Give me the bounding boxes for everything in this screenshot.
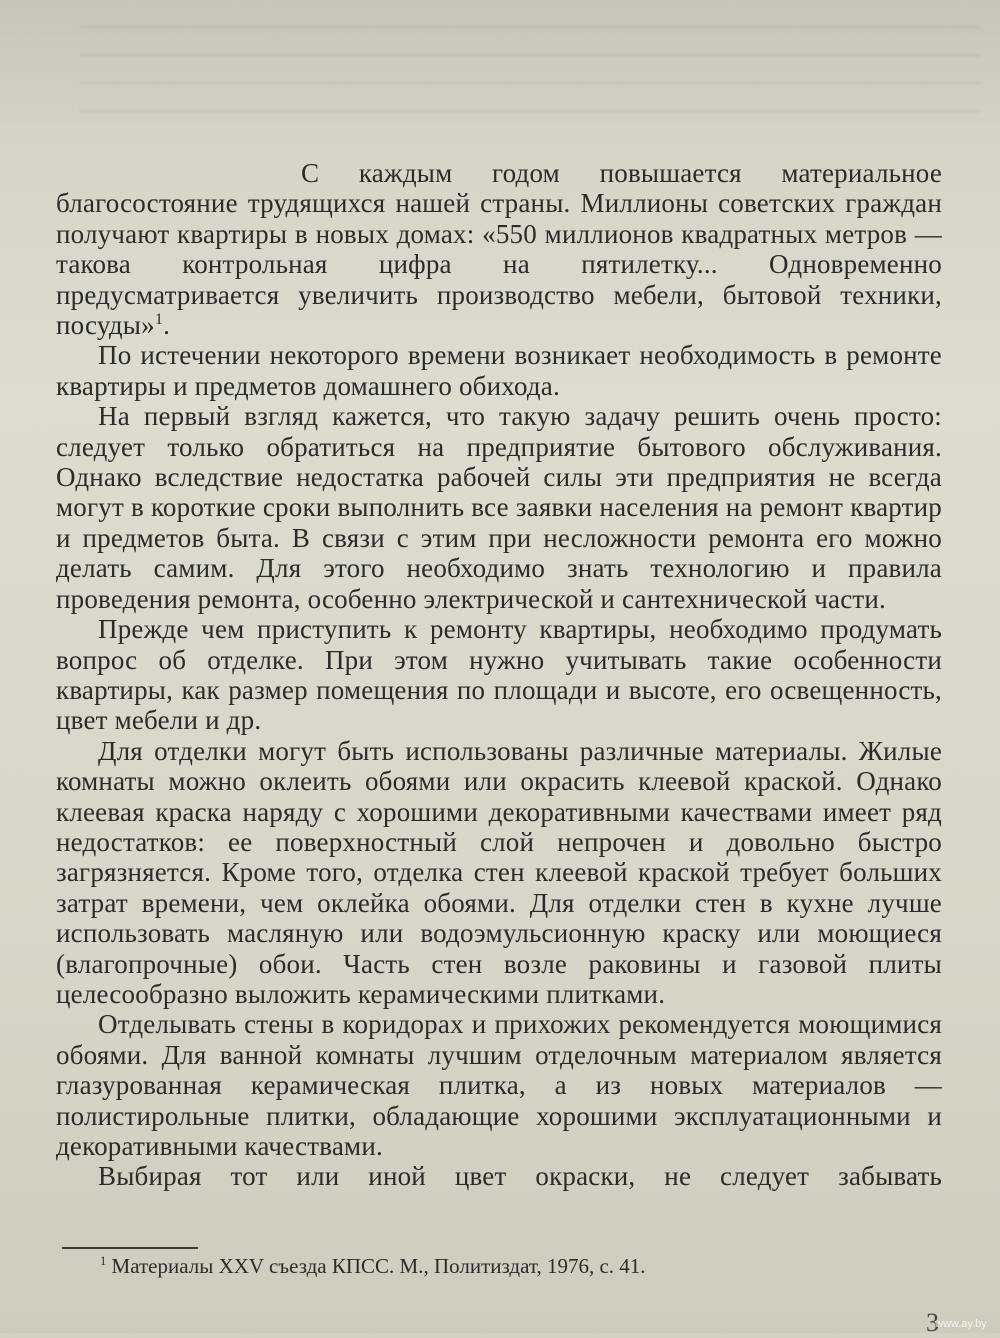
paragraph-2: По истечении некоторого времени возникает необходимость в ремонте квартиры и предметов домашнего обихода. [56,340,942,401]
page-number: 3 [926,1308,939,1337]
body-text [56,158,942,1192]
paragraph-6: Отделывать стены в коридорах и прихожих рекомендуется моющимися обоями. Для ванной комнаты лучшим отделочным материалом является глазурованная керамическая плитка, а из новых материалов — полистирольные плитки, обладающие хорошими эксплуатационными и декоративными качествами. [56,1009,942,1161]
paragraph-7: Выбирая тот или иной цвет окраски, не следует забывать [98,1161,942,1192]
footnote [100,1253,646,1279]
paragraph-4: Прежде чем приступить к ремонту квартиры, необходимо продумать вопрос об отделке. При этом нужно учитывать такие особенности квартиры, как размер помещения по площади и высоте, его освещенность, цвет мебели и др. [56,614,942,736]
watermark: www.ay.by [935,1318,987,1330]
paragraph-1: С каждым годом повышается материальное благосостояние трудящихся нашей страны. Миллионы советских граждан получают квартиры в новых домах: «550 миллионов квадратных метров — такова контрольная цифра на пятилетку... Одновременно предусматривается увеличить производство мебели, бытовой техники, посуды»$^1$. [56,158,942,341]
footnote-divider [62,1247,198,1249]
footnote-marker: 1 [100,1254,107,1268]
footnote-text: Материалы XXV съезда КПСС. М., Политиздат, 1976, с. 41. [111,1254,646,1278]
paragraph-5: Для отделки могут быть использованы различные материалы. Жилые комнаты можно оклеить обоями или окрасить клеевой краской. Однако клеевая краска наряду с хорошими декоративными качествами имеет ряд недостатков: ее поверхностный слой непрочен и довольно быстро загрязняется. Кроме того, отделка стен клеевой краской требует больших затрат времени, чем оклейка обоями. Для отделки стен в кухне лучше использовать масляную или водоэмульсионную краску или моющиеся (влагопрочные) обои. Часть стен возле раковины и газовой плиты целесообразно выложить керамическими плитками. [56,735,942,1009]
footnote-reference: 1 [154,310,164,329]
paragraph-1-text: С каждым годом повышается материальное благосостояние трудящихся нашей страны. Миллионы советских граждан получают квартиры в новых домах: «550 миллионов квадратных метров — такова контрольная цифра на пятилетку... Одновременно предусматривается увеличить производство мебели, бытовой техники, посуды» [56,158,942,341]
paragraph-3: На первый взгляд кажется, что такую задачу решить очень просто: следует только обратиться на предприятие бытового обслуживания. Однако вследствие недостатка рабочей силы эти предприятия не всегда могут в короткие сроки выполнить все заявки населения на ремонт квартир и предметов быта. В связи с этим при несложности ремонта его можно делать самим. Для этого необходимо знать технологию и правила проведения ремонта, особенно электрической и сантехнической части. [56,401,942,614]
show-through-text [80,0,980,140]
